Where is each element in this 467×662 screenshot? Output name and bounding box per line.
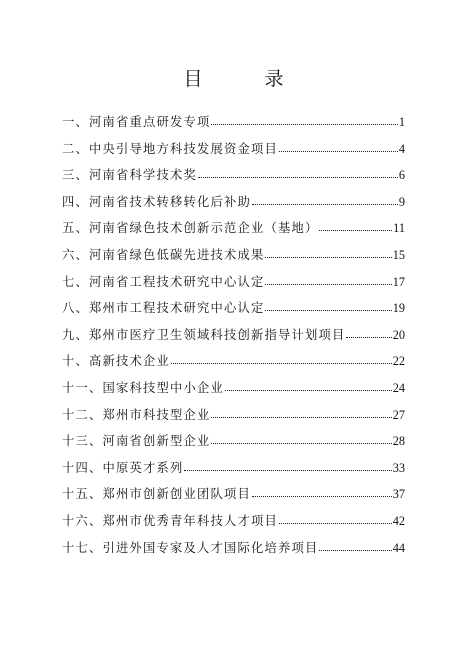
toc-entry-label: 七、河南省工程技术研究中心认定 — [62, 274, 265, 289]
toc-entry-page-number: 42 — [392, 513, 405, 528]
toc-entry[interactable] — [62, 143, 405, 170]
toc-entry[interactable] — [62, 302, 405, 329]
toc-entry-label: 十二、郑州市科技型企业 — [62, 407, 211, 422]
toc-entry[interactable] — [62, 355, 405, 382]
toc-entry-label: 三、河南省科学技术奖 — [62, 168, 197, 183]
toc-entry-label: 八、郑州市工程技术研究中心认定 — [62, 301, 265, 316]
toc-dot-leader — [319, 550, 391, 551]
toc-entry-page-number: 33 — [392, 460, 405, 475]
toc-entry-label: 四、河南省技术转移转化后补助 — [62, 194, 251, 209]
toc-dot-leader — [265, 284, 391, 285]
toc-entry[interactable] — [62, 435, 405, 462]
toc-entry-label: 十一、国家科技型中小企业 — [62, 380, 224, 395]
toc-title: 目 录 — [183, 68, 312, 90]
toc-dot-leader — [252, 496, 392, 497]
toc-entry-page-number: 44 — [392, 540, 405, 555]
toc-entry[interactable] — [62, 382, 405, 409]
toc-dot-leader — [211, 124, 397, 125]
toc-dot-leader — [319, 230, 392, 231]
toc-entry-label: 六、河南省绿色低碳先进技术成果 — [62, 247, 265, 262]
toc-entry[interactable] — [62, 515, 405, 542]
toc-entry-page-number: 17 — [392, 274, 405, 289]
toc-entry-label: 二、中央引导地方科技发展资金项目 — [62, 141, 278, 156]
table-of-contents — [62, 116, 405, 568]
toc-entry-page-number: 6 — [398, 168, 405, 183]
toc-entry[interactable] — [62, 116, 405, 143]
toc-dot-leader — [279, 523, 392, 524]
toc-entry-label: 一、河南省重点研发专项 — [62, 115, 211, 129]
toc-dot-leader — [211, 417, 391, 418]
toc-dot-leader — [211, 443, 391, 444]
toc-entry[interactable] — [62, 409, 405, 436]
toc-entry-page-number: 20 — [392, 327, 405, 342]
toc-entry-page-number: 15 — [392, 247, 405, 262]
toc-dot-leader — [265, 310, 391, 311]
toc-entry-label: 十七、引进外国专家及人才国际化培养项目 — [62, 540, 319, 555]
toc-entry[interactable] — [62, 276, 405, 303]
toc-entry-label: 十四、中原英才系列 — [62, 460, 184, 475]
toc-dot-leader — [225, 390, 392, 391]
toc-entry-page-number: 9 — [398, 194, 405, 209]
toc-entry-label: 十三、河南省创新型企业 — [62, 434, 211, 449]
toc-dot-leader — [346, 337, 391, 338]
toc-entry-page-number: 27 — [392, 407, 405, 422]
toc-entry[interactable] — [62, 169, 405, 196]
toc-dot-leader — [198, 177, 398, 178]
toc-entry-label: 九、郑州市医疗卫生领域科技创新指导计划项目 — [62, 327, 346, 342]
toc-entry-page-number: 11 — [393, 221, 405, 236]
toc-entry[interactable] — [62, 222, 405, 249]
toc-dot-leader — [184, 470, 391, 471]
toc-entry[interactable] — [62, 329, 405, 356]
toc-dot-leader — [279, 151, 398, 152]
toc-entry-page-number: 1 — [398, 115, 405, 129]
toc-entry-page-number: 4 — [398, 141, 405, 156]
toc-dot-leader — [265, 257, 391, 258]
toc-dot-leader — [252, 204, 398, 205]
toc-entry-page-number: 22 — [392, 354, 405, 369]
toc-entry[interactable] — [62, 249, 405, 276]
toc-entry[interactable] — [62, 462, 405, 489]
toc-entry[interactable] — [62, 542, 405, 569]
toc-entry[interactable] — [62, 196, 405, 223]
toc-entry-label: 五、河南省绿色技术创新示范企业（基地） — [62, 221, 319, 236]
toc-dot-leader — [171, 363, 392, 364]
toc-entry-page-number: 28 — [392, 434, 405, 449]
toc-entry-label: 十六、郑州市优秀青年科技人才项目 — [62, 513, 278, 528]
toc-entry-page-number: 19 — [392, 301, 405, 316]
toc-entry-page-number: 24 — [392, 380, 405, 395]
toc-entry[interactable] — [62, 488, 405, 515]
toc-entry-label: 十、高新技术企业 — [62, 354, 170, 369]
toc-entry-page-number: 37 — [392, 487, 405, 502]
toc-entry-label: 十五、郑州市创新创业团队项目 — [62, 487, 251, 502]
